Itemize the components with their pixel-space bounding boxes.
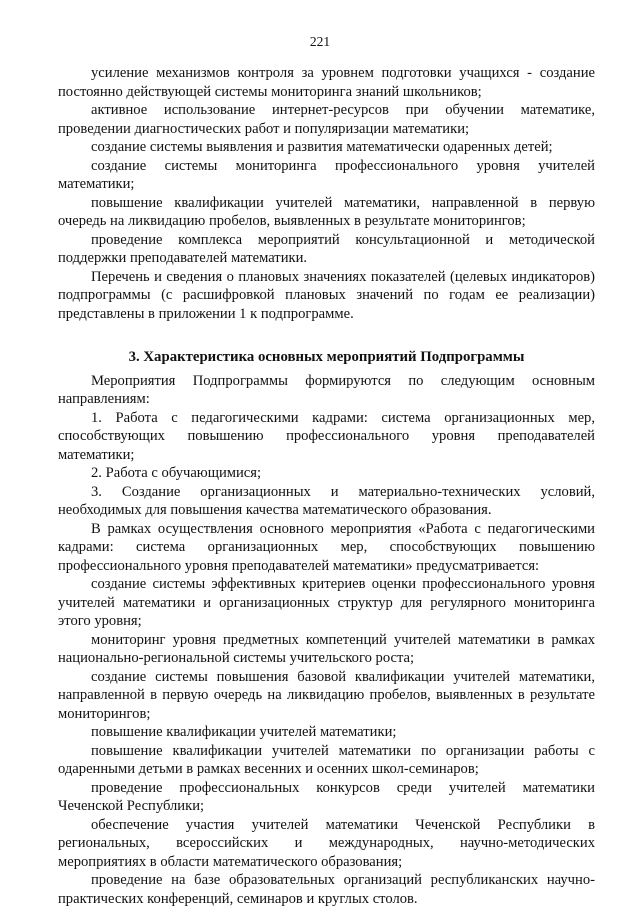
paragraph: 2. Работа с обучающимися; <box>58 464 595 483</box>
page-number: 221 <box>0 34 640 50</box>
paragraph: активное использование интернет-ресурсов при обучении математике, проведении диагностических работ и популяризации математики; <box>58 101 595 138</box>
section-heading: 3. Характеристика основных мероприятий Подпрограммы <box>58 348 595 367</box>
paragraph: обеспечение участия учителей математики Чеченской Республики в региональных, всероссийских и международных, научно-методических мероприятиях в области математического образования; <box>58 816 595 872</box>
paragraph: повышение квалификации учителей математики, направленной в первую очередь на ликвидацию пробелов, выявленных в результате мониторингов; <box>58 194 595 231</box>
paragraph: 3. Создание организационных и материально-технических условий, необходимых для повышения качества математического образования. <box>58 483 595 520</box>
paragraph: мониторинг уровня предметных компетенций учителей математики в рамках национально-региональной системы учительского роста; <box>58 631 595 668</box>
paragraph: создание системы повышения базовой квалификации учителей математики, направленной в первую очередь на ликвидацию пробелов, выявленных в результате мониторингов; <box>58 668 595 724</box>
paragraph: В рамках осуществления основного мероприятия «Работа с педагогическими кадрами: система организационных мер, способствующих повышению профессионального уровня преподавателей математики» предусматривается: <box>58 520 595 576</box>
paragraph: создание системы эффективных критериев оценки профессионального уровня учителей математики и организационных структур для регулярного мониторинга этого уровня; <box>58 575 595 631</box>
section-spacer <box>58 323 595 348</box>
paragraph: 1. Работа с педагогическими кадрами: система организационных мер, способствующих повышению профессионального уровня преподавателей математики; <box>58 409 595 465</box>
intro-list <box>58 64 595 323</box>
paragraph: проведение профессиональных конкурсов среди учителей математики Чеченской Республики; <box>58 779 595 816</box>
paragraph: Перечень и сведения о плановых значениях показателей (целевых индикаторов) подпрограммы (с расшифровкой плановых значений по годам ее реализации) представлены в приложении 1 к подпрограмме. <box>58 268 595 324</box>
document-body <box>58 64 595 908</box>
paragraph: повышение квалификации учителей математики; <box>58 723 595 742</box>
paragraph: создание системы мониторинга профессионального уровня учителей математики; <box>58 157 595 194</box>
paragraph: создание системы выявления и развития математически одаренных детей; <box>58 138 595 157</box>
paragraph: повышение квалификации учителей математики по организации работы с одаренными детьми в рамках весенних и осенних школ-семинаров; <box>58 742 595 779</box>
paragraph: Мероприятия Подпрограммы формируются по следующим основным направлениям: <box>58 372 595 409</box>
paragraph: проведение на базе образовательных организаций республиканских научно-практических конференций, семинаров и круглых столов. <box>58 871 595 908</box>
paragraph: усиление механизмов контроля за уровнем подготовки учащихся - создание постоянно действующей системы мониторинга знаний школьников; <box>58 64 595 101</box>
section-content <box>58 372 595 908</box>
paragraph: проведение комплекса мероприятий консультационной и методической поддержки преподавателей математики. <box>58 231 595 268</box>
